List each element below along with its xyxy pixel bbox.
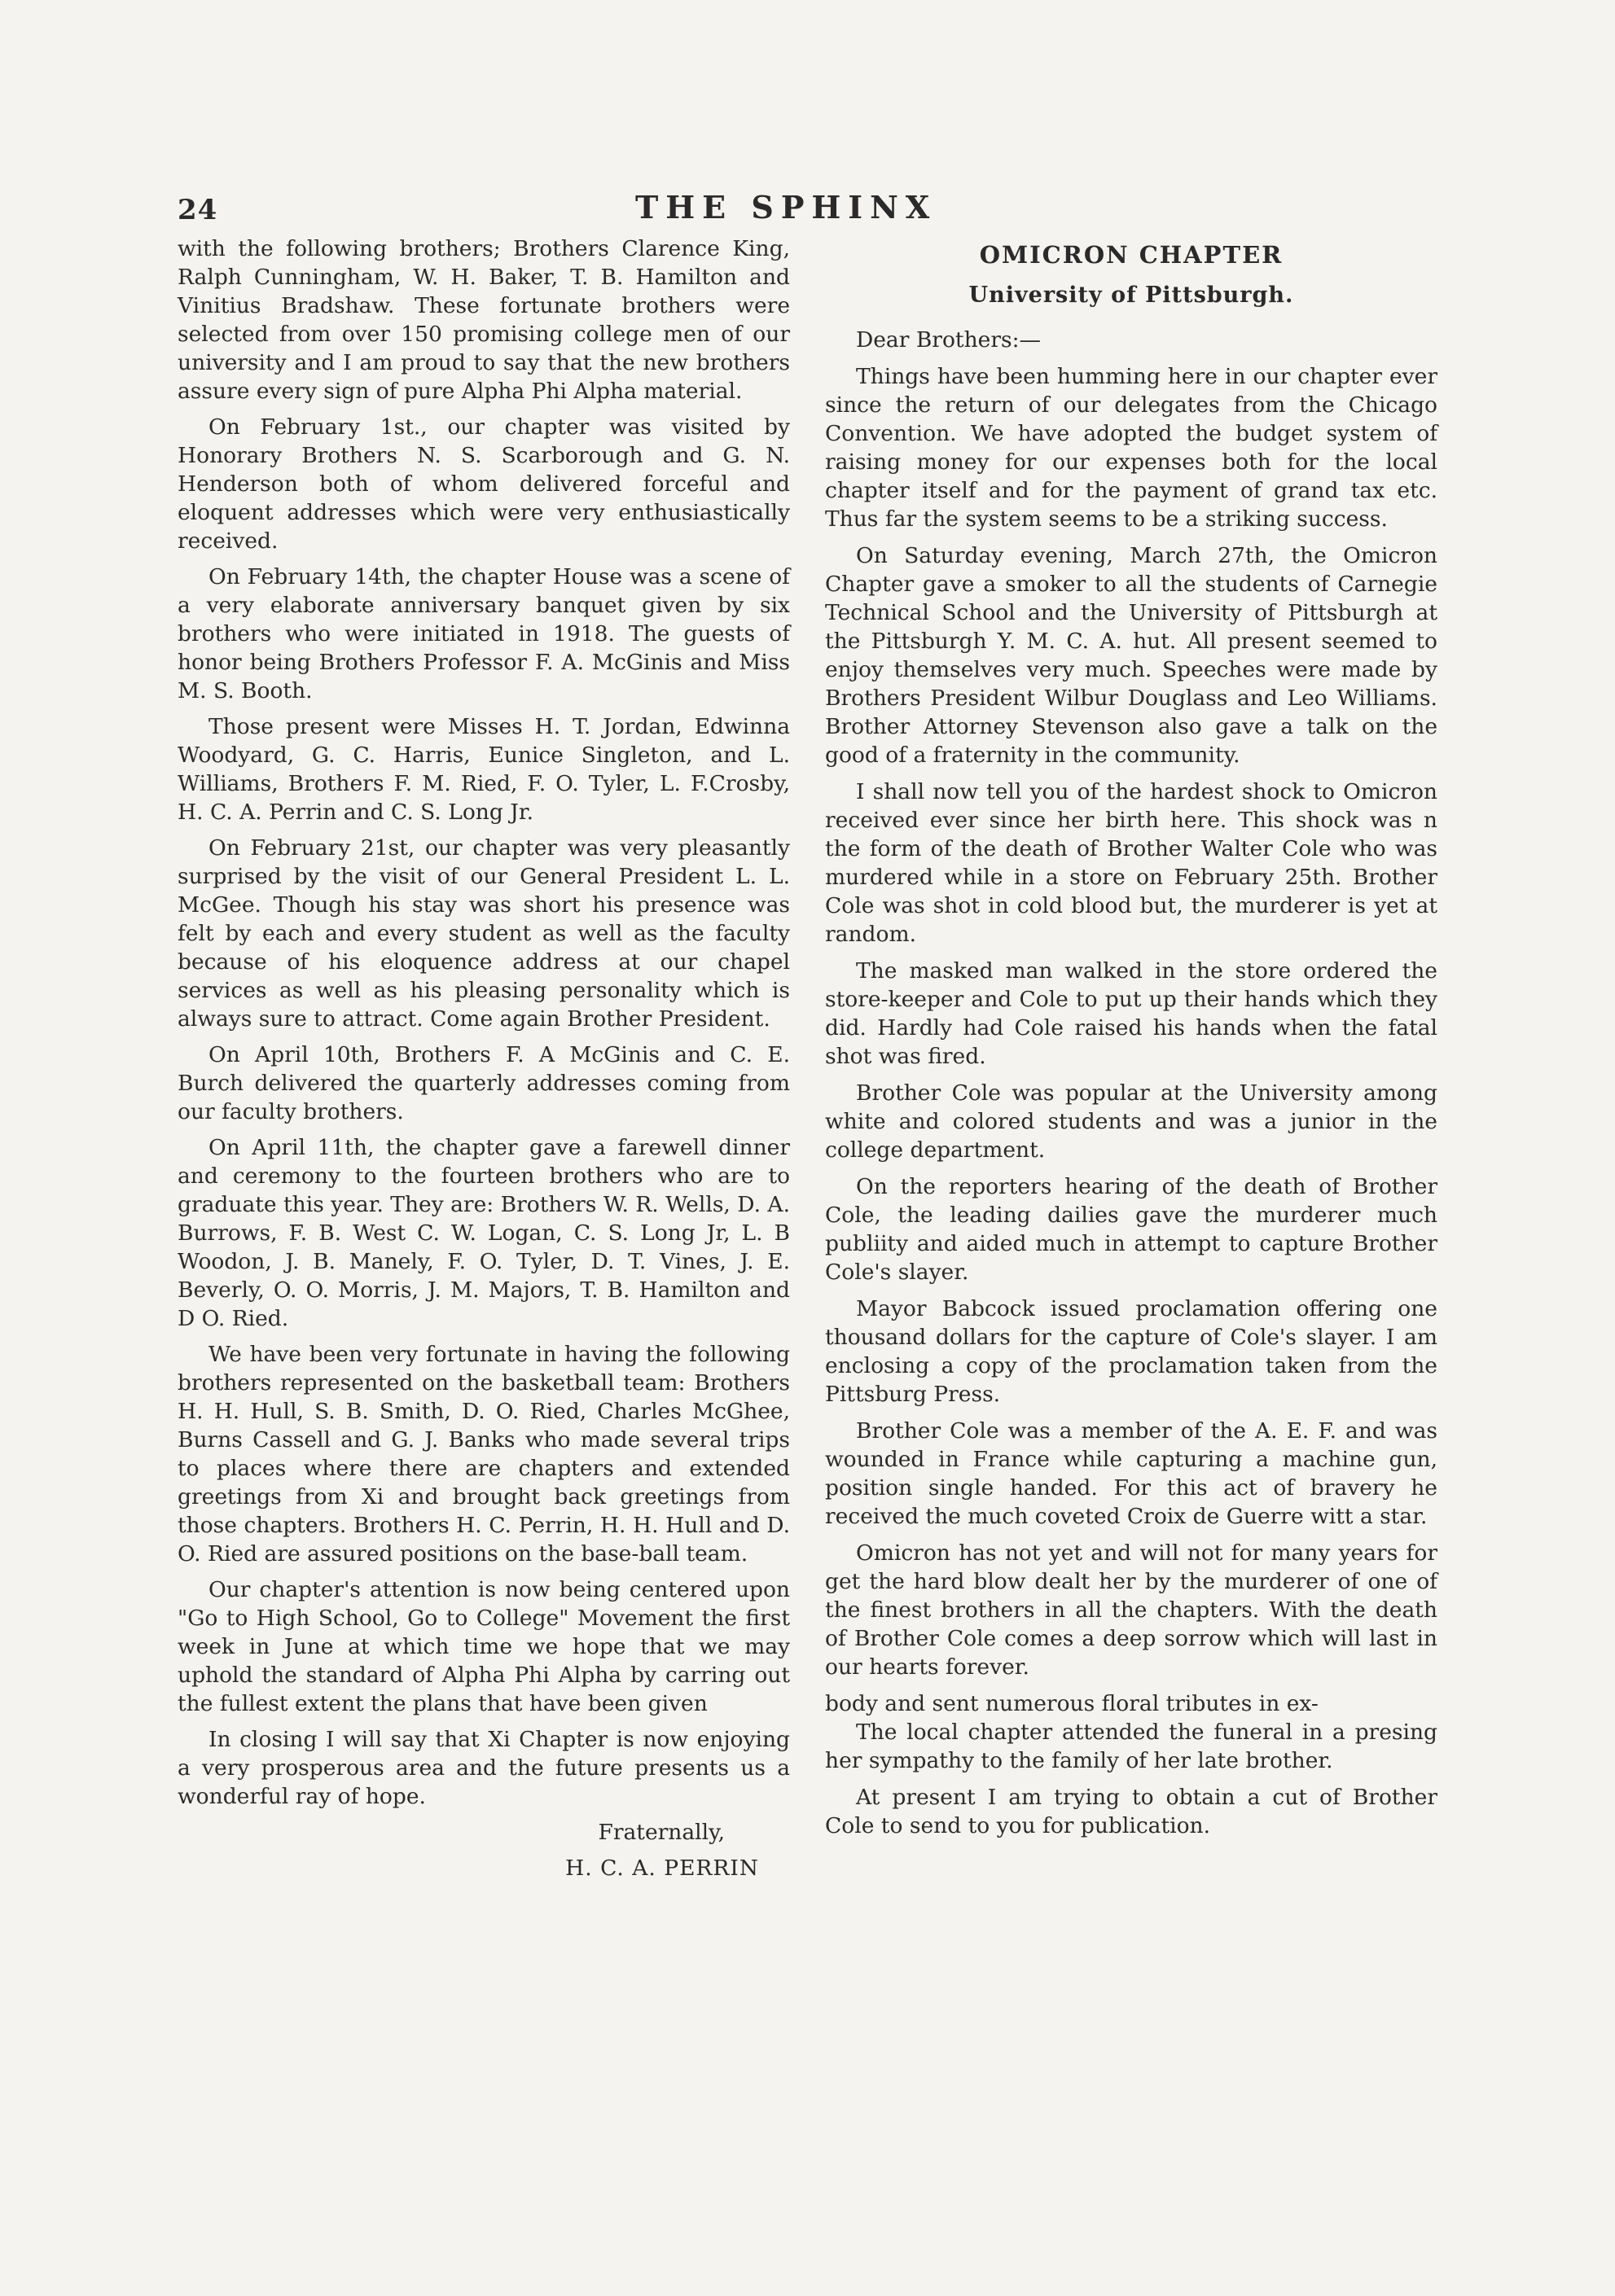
paragraph: Things have been humming here in our chapter ever since the return of our delegates from the Chicago Convention. We have adopted the budget system of raising money for our expenses both for the local chapter itself and for the payment of grand tax etc. Thus far the system seems to be a striking success. — [825, 364, 1437, 532]
paragraph: Mayor Babcock issued proclamation offering one thousand dollars for the capture of Cole's slayer. I am enclosing a copy of the proclamation taken from the Pittsburg Press. — [825, 1296, 1437, 1407]
running-title: THE SPHINX — [635, 189, 937, 226]
chapter-heading: OMICRON CHAPTER — [979, 241, 1284, 269]
paragraph: On February 1st., our chapter was visited by Honorary Brothers N. S. Scarborough and G. N. Henderson both of whom delivered forceful and eloquent addresses which were very enthusiastically received. — [178, 414, 790, 554]
paragraph: Omicron has not yet and will not for many years for get the hard blow dealt her by the murderer of one of the finest brothers in all the chapters. With the death of Brother Cole comes a deep sorrow which will last in our hearts forever. — [825, 1540, 1437, 1680]
signature: H. C. A. PERRIN — [565, 1856, 759, 1881]
paragraph: On February 21st, our chapter was very pleasantly surprised by the visit of our General President L. L. McGee. Though his stay was short his presence was felt by each and every student as well as the faculty because of his eloquence address at our chapel services as well as his pleasing personality which is always sure to attract. Come again Brother President. — [178, 835, 790, 1032]
paragraph: On the reporters hearing of the death of Brother Cole, the leading dailies gave the murderer much publiity and aided much in attempt to capture Brother Cole's slayer. — [825, 1174, 1437, 1285]
closing-block — [178, 1818, 790, 1882]
paragraph: Brother Cole was a member of the A. E. F. and was wounded in France while capturing a machine gun, position single handed. For this act of bravery he received the much coveted Croix de Guerre witt a star. — [825, 1418, 1437, 1529]
paragraph: On February 14th, the chapter House was a scene of a very elaborate anniversary banquet given by six brothers who were initiated in 1918. The guests of honor being Brothers Professor F. A. McGinis and Miss M. S. Booth. — [178, 564, 790, 703]
paragraph: I shall now tell you of the hardest shock to Omicron received ever since her birth here. This shock was n the form of the death of Brother Walter Cole who was murdered while in a store on February 25th. Brother Cole was shot in cold blood but, the murderer is yet at random. — [825, 779, 1437, 947]
paragraph: Brother Cole was popular at the University among white and colored students and was a junior in the college department. — [825, 1080, 1437, 1163]
paragraph: Our chapter's attention is now being centered upon "Go to High School, Go to College" Movement the first week in June at which time we hope that we may uphold the standard of Alpha Phi Alpha by carring out the fullest extent the plans that have been given — [178, 1577, 790, 1716]
salutation: Dear Brothers:— — [856, 327, 1042, 353]
paragraph: On April 10th, Brothers F. A McGinis and C. E. Burch delivered the quarterly addresses coming from our faculty brothers. — [178, 1042, 790, 1124]
paragraph: The local chapter attended the funeral in a presing her sympathy to the family of her late brother. — [825, 1720, 1437, 1773]
right-column — [825, 238, 1437, 1848]
paragraph: At present I am trying to obtain a cut of Brother Cole to send to you for publication. — [825, 1785, 1437, 1838]
chapter-subheading: University of Pittsburgh. — [968, 283, 1294, 308]
closing: Fraternally, — [598, 1820, 725, 1845]
left-column — [178, 234, 790, 1890]
paragraph: The masked man walked in the store ordered the store-keeper and Cole to put up their hands which they did. Hardly had Cole raised his hands when the fatal shot was fired. — [825, 958, 1437, 1069]
paragraph: On Saturday evening, March 27th, the Omicron Chapter gave a smoker to all the students of Carnegie Technical School and the University of Pittsburgh at the Pittsburgh Y. M. C. A. hut. All present seemed to enjoy themselves very much. Speeches were made by Brothers President Wilbur Douglass and Leo Williams. Brother Attorney Stevenson also gave a talk on the good of a fraternity in the community. — [825, 543, 1437, 768]
paragraph: with the following brothers; Brothers Clarence King, Ralph Cunningham, W. H. Baker, T. B. Hamilton and Vinitius Bradshaw. These fortunate brothers were selected from over 150 promising college men of our university and I am proud to say that the new brothers assure every sign of pure Alpha Phi Alpha material. — [178, 236, 790, 404]
paragraph: We have been very fortunate in having the following brothers represented on the basketball team: Brothers H. H. Hull, S. B. Smith, D. O. Ried, Charles McGhee, Burns Cassell and G. J. Banks who made several trips to places where there are chapters and extended greetings from Xi and brought back greetings from those chapters. Brothers H. C. Perrin, H. H. Hull and D. O. Ried are assured positions on the base-ball team. — [178, 1342, 790, 1566]
paragraph: In closing I will say that Xi Chapter is now enjoying a very prosperous area and the future presents us a wonderful ray of hope. — [178, 1727, 790, 1809]
misplaced-line: body and sent numerous floral tributes in ex- — [825, 1691, 1319, 1716]
paragraph: On April 11th, the chapter gave a farewell dinner and ceremony to the fourteen brothers who are to graduate this year. They are: Brothers W. R. Wells, D. A. Burrows, F. B. West C. W. Logan, C. S. Long Jr, L. B Woodon, J. B. Manely, F. O. Tyler, D. T. Vines, J. E. Beverly, O. O. Morris, J. M. Majors, T. B. Hamilton and D O. Ried. — [178, 1135, 790, 1331]
page-number: 24 — [178, 194, 218, 226]
paragraph: Those present were Misses H. T. Jordan, Edwinna Woodyard, G. C. Harris, Eunice Singleton, and L. Williams, Brothers F. M. Ried, F. O. Tyler, L. F.Crosby, H. C. A. Perrin and C. S. Long Jr. — [178, 714, 790, 825]
